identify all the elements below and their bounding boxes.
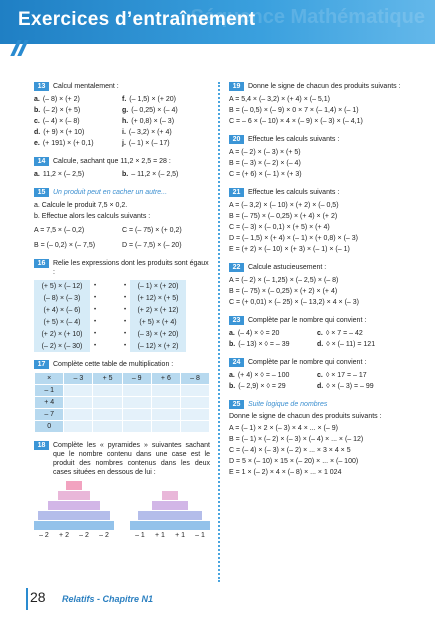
pyramid-base-value: – 1 xyxy=(195,532,205,539)
exercise-item xyxy=(122,169,210,180)
exercise-number: 22 xyxy=(229,263,244,272)
exercise-item xyxy=(34,127,122,138)
row-header: 0 xyxy=(35,421,64,433)
gap xyxy=(100,280,120,292)
exercise-item xyxy=(122,127,210,138)
exercise-item xyxy=(317,370,405,381)
item-expression: (– 2,9) × ◊ = 29 xyxy=(238,383,286,390)
exercise-item xyxy=(317,381,405,392)
item-label: e. xyxy=(34,140,40,147)
link-dot: • xyxy=(93,283,97,289)
column-header: – 3 xyxy=(64,373,93,385)
left-column xyxy=(34,82,210,549)
item-expression: ◊ × (– 3) = – 99 xyxy=(326,383,374,390)
exercise-number: 18 xyxy=(34,441,49,450)
exercise-18 xyxy=(34,441,210,541)
item-label: b. xyxy=(229,383,236,390)
exercise-title: Complète par le nombre qui convient : xyxy=(248,359,367,366)
expression-line: C = (– 4) × (– 3) × (– 2) × ... × 3 × 4 × 5 xyxy=(229,447,351,454)
pyramid-base-value: + 1 xyxy=(175,532,185,539)
exercise-16 xyxy=(34,259,210,352)
expression-line: C = (– 3) × (– 0,1) × (+ 5) × (+ 4) xyxy=(229,224,330,231)
right-expression: (+ 2) × (+ 12) xyxy=(130,304,186,316)
table-cell xyxy=(64,397,93,409)
table-cell xyxy=(151,421,180,433)
row-header: – 1 xyxy=(35,385,64,397)
item-expression: (– 3,2) × (+ 4) xyxy=(128,129,172,136)
item-expression: (+ 4) × ◊ = – 100 xyxy=(237,372,290,379)
pyramid-base-value: – 2 xyxy=(39,532,49,539)
column-header: – 8 xyxy=(181,373,210,385)
item-label: d. xyxy=(34,129,41,136)
item-label: c. xyxy=(34,118,40,125)
chapter-label: Relatifs - Chapitre N1 xyxy=(62,594,154,604)
right-expression: (– 3) × (+ 20) xyxy=(130,328,186,340)
item-expression: (– 4) × (– 8) xyxy=(42,118,80,125)
item-label: a. xyxy=(229,372,235,379)
expression-line: A = (– 2) × (– 1,25) × (– 2,5) × (– 8) xyxy=(229,277,339,284)
exercise-item xyxy=(34,116,122,127)
item-expression: ◊ × (– 11) = 121 xyxy=(326,341,376,348)
exercise-title: Relie les expressions dont les produits sont égaux : xyxy=(53,260,209,276)
item-expression: 11,2 × (– 2,5) xyxy=(42,171,85,178)
exercise-number: 24 xyxy=(229,358,244,367)
page-header xyxy=(0,0,435,44)
link-dot: • xyxy=(123,283,127,289)
left-expression: (+ 2) × (+ 10) xyxy=(34,328,90,340)
right-column xyxy=(229,82,405,486)
exercise-item xyxy=(229,381,317,392)
expression-line: C = (+ 0,01) × (– 25) × (– 13,2) × 4 × (– 3) xyxy=(229,299,359,306)
item-label: c. xyxy=(317,330,323,337)
exercise-number: 16 xyxy=(34,259,49,268)
item-label: i. xyxy=(122,129,126,136)
exercise-21 xyxy=(229,188,405,255)
expression-line: A = (– 3,2) × (– 10) × (+ 2) × (– 0,5) xyxy=(229,202,339,209)
expression-line: B = (– 1) × (– 2) × (– 3) × (– 4) × ... × (– 12) xyxy=(229,436,364,443)
link-dot: • xyxy=(123,319,127,325)
page-title: Exercices d’entraînement xyxy=(18,9,256,30)
header-watermark: Séquence Mathématique xyxy=(190,6,425,28)
multiplication-table xyxy=(34,372,210,433)
pyramid-base-value: – 2 xyxy=(79,532,89,539)
item-expression: ◊ × 17 = – 17 xyxy=(325,372,367,379)
item-expression: (+ 191) × (+ 0,1) xyxy=(42,140,94,147)
table-cell xyxy=(93,385,122,397)
item-expression: (– 4) × ◊ = 20 xyxy=(237,330,280,337)
pyramid-1-base xyxy=(34,532,114,539)
exercise-item xyxy=(34,105,122,116)
expression: B = (– 0,2) × (– 7,5) xyxy=(34,242,96,249)
expression-line: E = (+ 2) × (– 10) × (+ 3) × (– 1) × (– 1) xyxy=(229,246,350,253)
item-label: a. xyxy=(229,330,235,337)
right-expression: (– 1) × (+ 20) xyxy=(130,280,186,292)
exercise-row xyxy=(229,328,405,339)
gap xyxy=(100,328,120,340)
column-header: + 5 xyxy=(93,373,122,385)
exercise-number: 19 xyxy=(229,82,244,91)
exercise-number: 13 xyxy=(34,82,49,91)
table-cell xyxy=(122,397,151,409)
gap xyxy=(100,304,120,316)
link-dot: • xyxy=(93,295,97,301)
expression-line: B = (– 0,5) × (– 9) × 0 × 7 × (– 1,4) × (– 1) xyxy=(229,107,359,114)
link-dot: • xyxy=(123,307,127,313)
exercise-row xyxy=(229,339,405,350)
table-cell xyxy=(93,421,122,433)
exercise-item xyxy=(122,116,210,127)
exercise-23 xyxy=(229,316,405,350)
exercise-row xyxy=(229,370,405,381)
gap xyxy=(100,340,120,352)
exercise-number: 14 xyxy=(34,157,49,166)
item-expression: (– 1,5) × (+ 20) xyxy=(129,96,176,103)
gap xyxy=(100,292,120,304)
item-expression: (– 0,25) × (– 4) xyxy=(131,107,178,114)
item-label: d. xyxy=(317,341,324,348)
link-dot: • xyxy=(93,319,97,325)
exercise-row xyxy=(34,138,210,149)
item-expression: (– 2) × (+ 5) xyxy=(43,107,81,114)
left-expression: (+ 5) × (– 12) xyxy=(34,280,90,292)
exercise-item xyxy=(34,94,122,105)
exercise-number: 17 xyxy=(34,360,49,369)
exercise-25 xyxy=(229,400,405,478)
link-dot: • xyxy=(123,343,127,349)
column-header: – 9 xyxy=(122,373,151,385)
expression-line: E = 1 × (– 2) × 4 × (– 8) × ... × 1 024 xyxy=(229,469,342,476)
page-number: 28 xyxy=(30,589,46,605)
expression-line: A = (– 2) × (– 3) × (+ 5) xyxy=(229,149,301,156)
item-expression: (+ 9) × (+ 10) xyxy=(43,129,85,136)
column-header: × xyxy=(35,373,64,385)
exercise-title: Complète les « pyramides » suivantes sachant que le nombre contenu dans une case est le produit des nombres contenus dans les deux cases situées en dessous de lui : xyxy=(53,442,210,476)
header-stripe-decoration xyxy=(14,40,28,56)
exercise-item xyxy=(34,138,122,149)
table-cell xyxy=(181,385,210,397)
gap xyxy=(100,316,120,328)
left-expression: (– 8) × (– 3) xyxy=(34,292,90,304)
exercise-20 xyxy=(229,135,405,180)
exercise-row xyxy=(34,127,210,138)
exercise-title: Un produit peut en cacher un autre... xyxy=(53,189,168,196)
exercise-item xyxy=(229,339,317,350)
pyramid-base-value: – 2 xyxy=(99,532,109,539)
exercise-item xyxy=(229,328,317,339)
expression-line: A = 5,4 × (– 3,2) × (+ 4) × (– 5,1) xyxy=(229,96,330,103)
exercise-item xyxy=(122,138,210,149)
right-expression: (– 12) × (+ 2) xyxy=(130,340,186,352)
exercise-item xyxy=(34,169,122,180)
exercise-title: Donne le signe de chacun des produits suivants : xyxy=(248,83,401,90)
link-dot: • xyxy=(123,295,127,301)
exercise-item xyxy=(229,370,317,381)
expression-line: D = 5 × (– 10) × 15 × (– 20) × ... × (– 100) xyxy=(229,458,359,465)
item-expression: – 11,2 × (– 2,5) xyxy=(131,171,179,178)
expression-line: C = (+ 6) × (– 1) × (+ 3) xyxy=(229,171,302,178)
item-label: g. xyxy=(122,107,129,114)
pyramid-2-base xyxy=(130,532,210,539)
link-dot: • xyxy=(93,343,97,349)
exercise-number: 15 xyxy=(34,188,49,197)
table-cell xyxy=(93,397,122,409)
left-expression: (+ 4) × (– 6) xyxy=(34,304,90,316)
table-cell xyxy=(151,385,180,397)
exercise-title: Calcul mentalement : xyxy=(53,83,119,90)
table-cell xyxy=(122,409,151,421)
exercise-number: 23 xyxy=(229,316,244,325)
item-label: j. xyxy=(122,140,126,147)
table-cell xyxy=(151,397,180,409)
pyramid-base-value: – 1 xyxy=(135,532,145,539)
expression-line: D = (– 1,5) × (+ 4) × (– 1) × (+ 0,8) × (– 3) xyxy=(229,235,358,242)
exercise-22 xyxy=(229,263,405,308)
exercise-title: Complète cette table de multiplication : xyxy=(53,361,174,368)
expression-line: A = (– 1) × 2 × (– 3) × 4 × ... × (– 9) xyxy=(229,425,338,432)
instruction-a: a. Calcule le produit 7,5 × 0,2. xyxy=(34,202,128,209)
footer-bar xyxy=(26,588,28,610)
column-divider xyxy=(218,82,220,582)
instruction-b: b. Effectue alors les calculs suivants : xyxy=(34,213,151,220)
column-header: + 6 xyxy=(151,373,180,385)
exercise-15 xyxy=(34,188,210,251)
expression-line: B = (– 75) × (– 0,25) × (+ 4) × (+ 2) xyxy=(229,213,338,220)
right-expression: (+ 5) × (+ 4) xyxy=(130,316,186,328)
item-expression: (– 13) × ◊ = – 39 xyxy=(238,341,290,348)
expression-line: B = (– 3) × (– 2) × (– 4) xyxy=(229,160,301,167)
matching-table xyxy=(34,280,186,352)
table-cell xyxy=(122,385,151,397)
link-dot: • xyxy=(123,331,127,337)
pyramid-base-value: + 1 xyxy=(154,532,165,539)
item-label: b. xyxy=(229,341,236,348)
exercise-14 xyxy=(34,157,210,180)
item-label: f. xyxy=(122,96,127,103)
expression-line: B = (– 75) × (– 0,25) × (+ 2) × (+ 4) xyxy=(229,288,338,295)
table-cell xyxy=(122,421,151,433)
exercise-item xyxy=(317,339,405,350)
exercise-item xyxy=(122,105,210,116)
exercise-19 xyxy=(229,82,405,127)
table-cell xyxy=(64,409,93,421)
expression: D = (– 7,5) × (– 20) xyxy=(122,242,182,249)
exercise-number: 21 xyxy=(229,188,244,197)
exercise-24 xyxy=(229,358,405,392)
item-expression: (– 1) × (– 17) xyxy=(128,140,170,147)
link-dot: • xyxy=(93,331,97,337)
pyramids xyxy=(34,481,210,541)
exercise-row xyxy=(34,94,210,105)
expression-line: C = – 6 × (– 10) × 4 × (– 9) × (– 3) × (– 4,1) xyxy=(229,118,363,125)
exercise-number: 20 xyxy=(229,135,244,144)
exercise-title: Suite logique de nombres xyxy=(248,401,328,408)
table-cell xyxy=(181,409,210,421)
item-expression: (+ 0,8) × (– 3) xyxy=(131,118,175,125)
item-expression: (– 8) × (+ 2) xyxy=(42,96,80,103)
item-label: a. xyxy=(34,171,40,178)
exercise-17 xyxy=(34,360,210,433)
row-header: – 7 xyxy=(35,409,64,421)
item-label: h. xyxy=(122,118,129,125)
exercise-title: Complète par le nombre qui convient : xyxy=(248,317,367,324)
table-cell xyxy=(181,397,210,409)
link-dot: • xyxy=(93,307,97,313)
exercise-title: Calcule, sachant que 11,2 × 2,5 = 28 : xyxy=(53,158,171,165)
exercise-row xyxy=(34,105,210,116)
item-label: b. xyxy=(122,171,129,178)
table-cell xyxy=(64,421,93,433)
item-expression: ◊ × 7 = – 42 xyxy=(325,330,363,337)
exercise-title: Calcule astucieusement : xyxy=(248,264,327,271)
exercise-intro: Donne le signe de chacun des produits suivants : xyxy=(229,413,382,420)
item-label: c. xyxy=(317,372,323,379)
exercise-number: 25 xyxy=(229,400,244,409)
exercise-row xyxy=(34,116,210,127)
pyramid-base-value: + 2 xyxy=(59,532,69,539)
exercise-title: Effectue les calculs suivants : xyxy=(248,189,340,196)
exercise-13 xyxy=(34,82,210,149)
exercise-item xyxy=(122,94,210,105)
left-expression: (+ 5) × (– 4) xyxy=(34,316,90,328)
exercise-title: Effectue les calculs suivants : xyxy=(248,136,340,143)
exercise-row xyxy=(34,169,210,180)
item-label: b. xyxy=(34,107,41,114)
exercise-row xyxy=(229,381,405,392)
table-cell xyxy=(93,409,122,421)
table-cell xyxy=(151,409,180,421)
exercise-item xyxy=(317,328,405,339)
table-cell xyxy=(181,421,210,433)
row-header: + 4 xyxy=(35,397,64,409)
item-label: a. xyxy=(34,96,40,103)
expression: A = 7,5 × (– 0,2) xyxy=(34,227,85,234)
left-expression: (– 2) × (– 30) xyxy=(34,340,90,352)
table-cell xyxy=(64,385,93,397)
expression: C = (– 75) × (+ 0,2) xyxy=(122,227,182,234)
right-expression: (+ 12) × (+ 5) xyxy=(130,292,186,304)
item-label: d. xyxy=(317,383,324,390)
